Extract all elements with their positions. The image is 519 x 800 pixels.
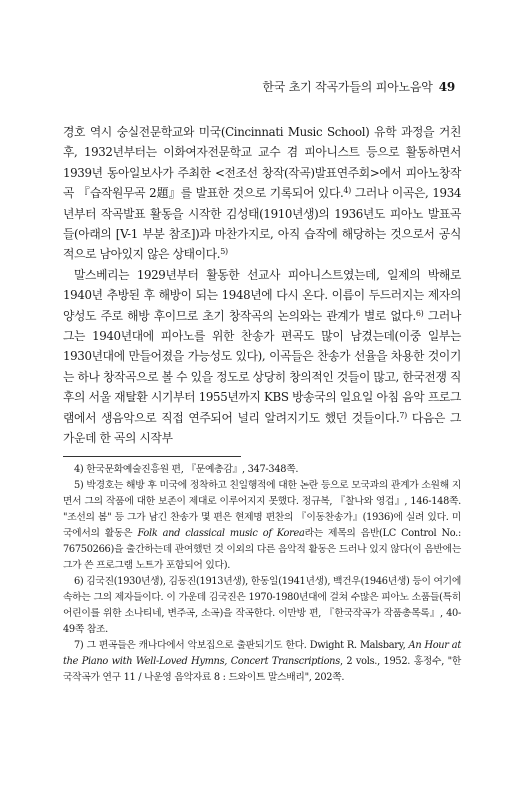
- book-title: An Hour at the Piano with Well-Loved Hymns, Concert Transcriptions: [63, 640, 461, 667]
- footnotes: [63, 462, 461, 686]
- footnote-ref[interactable]: 4): [343, 186, 351, 196]
- paragraph-text: 그러나 그는 1940년대에 피아노를 위한 찬송가 편곡도 많이 남겼는데(이중 일부는 1930년대에 만들어졌을 가능성도 있다), 이곡들은 찬송가 선율을 차용한 것이기는 하나 창작곡으로 볼 수 있을 정도로 상당히 창의적인 것들이 많고, 한국전쟁 직후의 서울 재탈환 시기부터 1955년까지 KBS 방송국의 일요일 아침 음악 프로그램에서 생음악으로 직접 연주되어 널리 알려지기도 했던 것들이다.: [63, 308, 461, 425]
- footnote-ref[interactable]: 7): [399, 410, 407, 420]
- footnote-divider: [63, 456, 241, 457]
- footnote-ref[interactable]: 6): [415, 308, 424, 318]
- running-title: 한국 초기 작곡가들의 피아노음악: [262, 80, 433, 94]
- footnote-4: 4) 한국문화예술진흥원 편, 『문예총감』, 347-348쪽.: [74, 464, 299, 475]
- footnote-text: 5) 박경호는 해방 후 미국에 정착하고 친일행적에 대한 논란 등으로 모국과의 관계가 소원해 지면서 그의 작품에 대한 보존이 제대로 이루어지지 못했다. 정규복, 『찰나와 영겁』, 146-148쪽. "조선의 봄" 등 그가 남긴 찬송가 몇 편은 현제명 편찬의 『이동찬송가』(1936)에 실려 있다. 미국에서의 활동은: [63, 480, 461, 539]
- footnote-ref[interactable]: 5): [220, 247, 228, 257]
- footnote-6: 6) 김국진(1930년생), 김동진(1913년생), 한동일(1941년생), 백건우(1946년생) 등이 여기에 속하는 그의 제자들이다. 이 가운데 김국진은 1970-1980년대에 걸쳐 수많은 피아노 소품들(특히 어린이를 위한 소나티네, 변주곡, 소곡)을 작곡한다. 이만방 편, 『한국작곡가 작품총목록』, 40-49쪽 참조.: [63, 576, 461, 635]
- footnote-text: , 2 vols., 1952. 홍정수, "한국작곡가 연구 11 / 나운영 음악자료 8 : 드와이트 말스배리", 202쪽.: [63, 656, 461, 683]
- paragraph-text: 말스베리는 1929년부터 활동한 선교사 피아니스트였는데, 일제의 박해로 1940년 추방된 후 해방이 되는 1948년에 다시 온다. 이름이 두드러지는 제자의 양성도 주로 해방 후이므로 초기 창작곡의 논의와는 관계가 별로 없다.: [63, 267, 461, 323]
- paragraph-text: 다음은 그 가운데 한 곡의 시작부: [63, 410, 461, 446]
- paragraph: [63, 265, 461, 449]
- footnote-text: 7) 그 편곡들은 캐나다에서 악보집으로 출판되기도 한다. Dwight R. Malsbary,: [74, 640, 409, 651]
- album-title: Folk and classical music of Korea: [137, 528, 305, 539]
- footnote-5: [63, 478, 461, 574]
- body-text: [63, 122, 461, 449]
- paragraph: [63, 122, 461, 265]
- paragraph-text: 경호 역시 숭실전문학교와 미국(Cincinnati Music School) 유학 과정을 거친 후, 1932년부터는 이화여자전문학교 교수 겸 피아니스트 등으로 활동하면서 1939년 동아일보사가 주최한 <전조선 창작(작곡)발표연주회>에서 피아노창작곡 『습작원무곡 2題』를 발표한 것으로 기록되어 있다.: [63, 125, 461, 201]
- page-number: 49: [438, 80, 455, 94]
- paragraph-text: 그러나 이곡은, 1934년부터 작곡발표 활동을 시작한 김성태(1910년생)의 1936년도 피아노 발표곡들(아래의 [V-1 부분 참조])과 마찬가지로, 아직 습작에 해당하는 것으로서 공식적으로 남아있지 않은 상태이다.: [63, 186, 462, 262]
- footnote-text: 라는 제목의 음반(LC Control No.: 76750266)을 출간하는데 관여했던 것 이외의 다른 음악적 활동은 드러나 있지 않다(이 음반에는 그가 쓴 프로그램 노트가 포함되어 있다).: [63, 528, 461, 571]
- running-header: [262, 78, 455, 95]
- footnote-7: [63, 638, 461, 686]
